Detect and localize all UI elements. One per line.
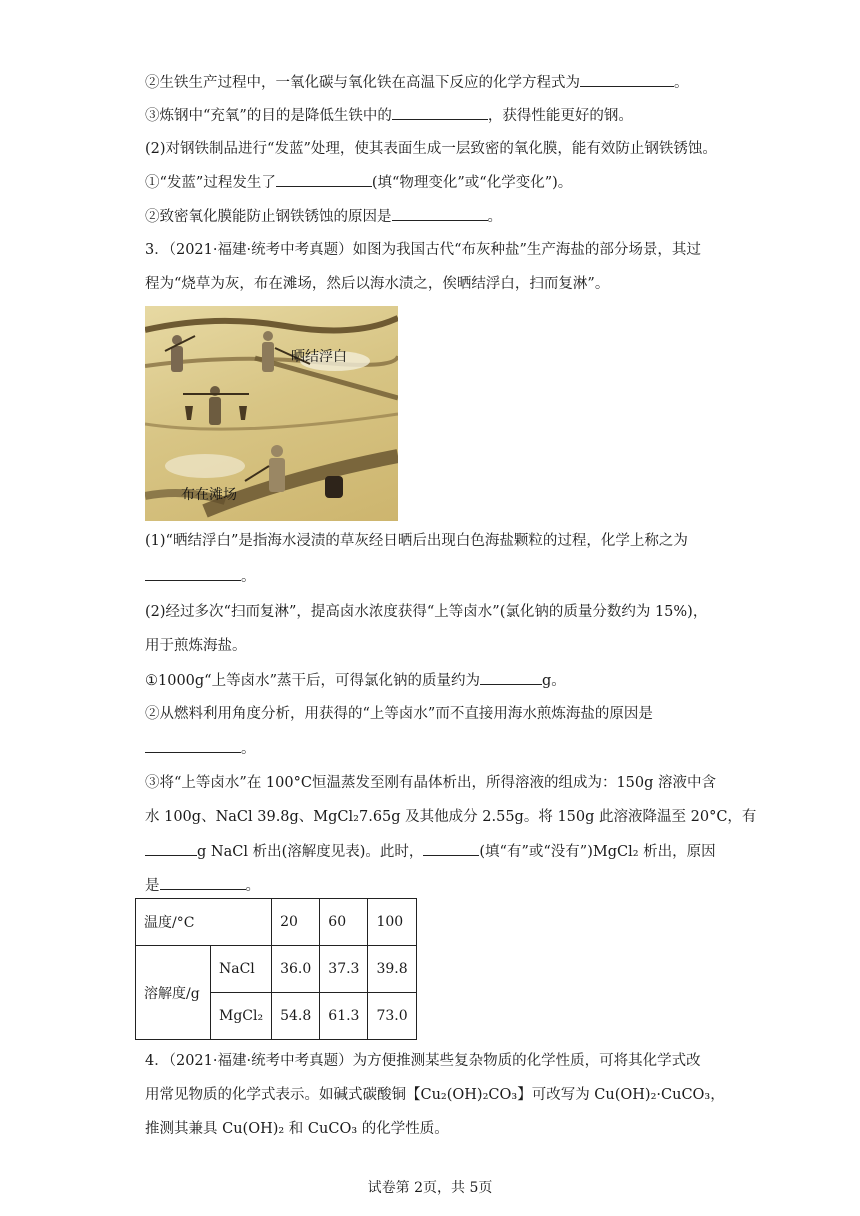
answer-blank[interactable]: [145, 738, 241, 753]
text: g NaCl 析出(溶解度见表)。此时，: [197, 844, 424, 860]
q3-part2-sub2-blank-line: [145, 738, 256, 759]
q2-part2-sub1-line: [145, 172, 572, 193]
q3-part2-sub3-line4: [145, 875, 260, 896]
table-row: [136, 899, 417, 946]
table-row: [136, 946, 417, 993]
text: (填“有”或“没有”)MgCl₂ 析出，原因: [479, 844, 716, 860]
q3-part2-sub3-line3: [145, 841, 716, 862]
text: ①“发蓝”过程发生了: [145, 175, 276, 191]
text: 是: [145, 878, 160, 894]
text: 。: [241, 569, 256, 585]
answer-blank[interactable]: [423, 841, 479, 856]
text: 。: [241, 741, 256, 757]
q3-part2-sub3-line2: 水 100g、NaCl 39.8g、MgCl₂7.65g 及其他成分 2.55g。将 150g 此溶液降温至 20°C，有: [145, 809, 757, 825]
q3-part2-sub3-line: ③将“上等卤水”在 100°C恒温蒸发至刚有晶体析出，所得溶液的组成为：150g 溶液中含: [145, 775, 717, 791]
answer-blank[interactable]: [392, 105, 488, 120]
q3-header-line: 3．（2021·福建·统考中考真题）如图为我国古代“布灰种盐”生产海盐的部分场景，其过: [145, 242, 701, 258]
text: ③炼钢中“充氧”的目的是降低生铁中的: [145, 108, 392, 124]
text: g。: [542, 673, 566, 689]
table-cell-substance: MgCl₂: [211, 993, 272, 1040]
q3-header-line2: 程为“烧草为灰，布在滩场，然后以海水渍之，俟晒结浮白，扫而复淋”。: [145, 276, 610, 292]
table-cell: 61.3: [320, 993, 368, 1040]
q3-part2-sub2-line: ②从燃料利用角度分析，用获得的“上等卤水”而不直接用海水煎炼海盐的原因是: [145, 706, 653, 722]
q4-header-line3: 推测其兼具 Cu(OH)₂ 和 CuCO₃ 的化学性质。: [145, 1121, 449, 1137]
answer-blank[interactable]: [480, 670, 542, 685]
text: 。: [674, 75, 689, 91]
q4-header-line: 4．（2021·福建·统考中考真题）为方便推测某些复杂物质的化学性质，可将其化学式改: [145, 1053, 701, 1069]
text: 。: [487, 209, 502, 225]
text: ①1000g“上等卤水”蒸干后，可得氯化钠的质量约为: [145, 673, 481, 689]
text: (填“物理变化”或“化学变化”)。: [371, 175, 573, 191]
table-cell: 36.0: [272, 946, 320, 993]
q2-sub3-line: [145, 105, 633, 126]
answer-blank[interactable]: [580, 72, 674, 87]
text: ②致密氧化膜能防止钢铁锈蚀的原因是: [145, 209, 392, 225]
table-cell: 100: [368, 899, 416, 946]
answer-blank[interactable]: [160, 875, 246, 890]
table-cell: 20: [272, 899, 320, 946]
q2-part2-sub2-line: [145, 206, 502, 227]
table-cell: 39.8: [368, 946, 416, 993]
answer-blank[interactable]: [276, 172, 372, 187]
q3-part2-line: (2)经过多次“扫而复淋”，提高卤水浓度获得“上等卤水”(氯化钠的质量分数约为 15%)，: [145, 604, 708, 620]
q2-sub2-line: [145, 72, 689, 93]
q2-part2-line: (2)对钢铁制品进行“发蓝”处理，使其表面生成一层致密的氧化膜，能有效防止钢铁锈蚀。: [145, 141, 717, 157]
table-cell: 73.0: [368, 993, 416, 1040]
label-buzai-tanchang: 布在滩场: [181, 487, 237, 503]
table-cell: 54.8: [272, 993, 320, 1040]
q3-part2-line2: 用于煎炼海盐。: [145, 638, 247, 654]
q3-part2-sub1-line: [145, 670, 566, 691]
q3-part1-blank-line: [145, 566, 256, 587]
answer-blank[interactable]: [392, 206, 488, 221]
text: ②生铁生产过程中，一氧化碳与氧化铁在高温下反应的化学方程式为: [145, 75, 580, 91]
salt-making-illustration: [145, 306, 398, 521]
q4-header-line2: 用常见物质的化学式表示。如碱式碳酸铜【Cu₂(OH)₂CO₃】可改写为 Cu(OH)₂·CuCO₃，: [145, 1087, 725, 1103]
solubility-table: [135, 898, 417, 1040]
text: 。: [245, 878, 260, 894]
answer-blank[interactable]: [145, 841, 197, 856]
text: ，获得性能更好的钢。: [487, 108, 633, 124]
label-shaijie-fubai: 晒结浮白: [291, 349, 347, 365]
table-cell: 60: [320, 899, 368, 946]
answer-blank[interactable]: [145, 566, 241, 581]
q3-part1-line: (1)“晒结浮白”是指海水浸渍的草灰经日晒后出现白色海盐颗粒的过程，化学上称之为: [145, 533, 688, 549]
table-cell-substance: NaCl: [211, 946, 272, 993]
table-header-temperature: 温度/°C: [136, 899, 272, 946]
table-cell: 37.3: [320, 946, 368, 993]
table-header-solubility: 溶解度/g: [136, 946, 211, 1040]
page-footer: 试卷第 2页，共 5页: [367, 1180, 493, 1196]
